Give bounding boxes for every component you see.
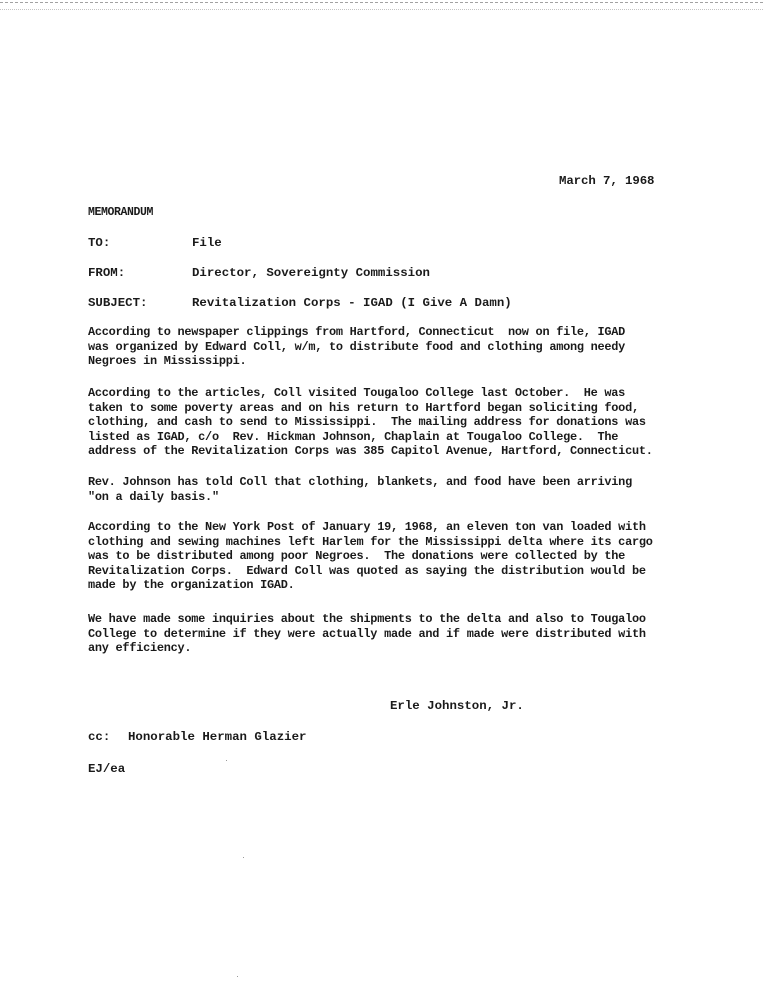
scan-speck: [243, 857, 244, 858]
from-value: Director, Sovereignty Commission: [192, 266, 430, 280]
cc-label: cc:: [88, 730, 111, 744]
top-perforation-edge: [0, 2, 763, 10]
to-field: [88, 236, 222, 250]
body-paragraph-1: [88, 325, 718, 369]
subject-label: SUBJECT:: [88, 296, 148, 310]
memo-date: March 7, 1968: [559, 174, 655, 188]
to-value: File: [192, 236, 222, 250]
paragraph-text: According to the New York Post of January 19, 1968, an eleven ton van loaded with clothing and sewing machines left Harlem for the Mississippi delta where its cargo was to be distributed among poor Negroes. The donations were collected by the Revitalization Corps. Edward Coll was quoted as saying the distribution would be made by the organization IGAD.: [88, 520, 653, 593]
subject-value: Revitalization Corps - IGAD (I Give A Damn): [192, 296, 512, 310]
from-label: FROM:: [88, 266, 126, 280]
paragraph-text: According to the articles, Coll visited Tougaloo College last October. He was taken to some poverty areas and on his return to Hartford began soliciting food, clothing, and cash to send to Mississippi. The mailing address for donations was listed as IGAD, c/o Rev. Hickman Johnson, Chaplain at Tougaloo College. The address of the Revitalization Corps was 385 Capitol Avenue, Hartford, Connecticut.: [88, 386, 653, 459]
paragraph-text: According to newspaper clippings from Hartford, Connecticut now on file, IGAD was organized by Edward Coll, w/m, to distribute food and clothing among needy Negroes in Mississippi.: [88, 325, 626, 369]
from-field: [88, 266, 430, 280]
body-paragraph-4: [88, 520, 718, 593]
scan-speck: [237, 976, 238, 977]
body-paragraph-3: [88, 475, 718, 504]
typist-initials: EJ/ea: [88, 762, 126, 776]
paragraph-text: We have made some inquiries about the shipments to the delta and also to Tougaloo College to determine if they were actually made and if made were distributed with any efficiency.: [88, 612, 646, 656]
subject-field: [88, 296, 512, 310]
memo-heading: MEMORANDUM: [88, 206, 154, 219]
cc-recipient: Honorable Herman Glazier: [128, 730, 307, 744]
paragraph-text: Rev. Johnson has told Coll that clothing, blankets, and food have been arriving "on a daily basis.": [88, 475, 632, 504]
cc-line: [88, 730, 306, 744]
scan-speck: [226, 760, 227, 761]
body-paragraph-5: [88, 612, 718, 656]
signature-name: Erle Johnston, Jr.: [390, 699, 524, 713]
to-label: TO:: [88, 236, 111, 250]
body-paragraph-2: [88, 386, 718, 459]
